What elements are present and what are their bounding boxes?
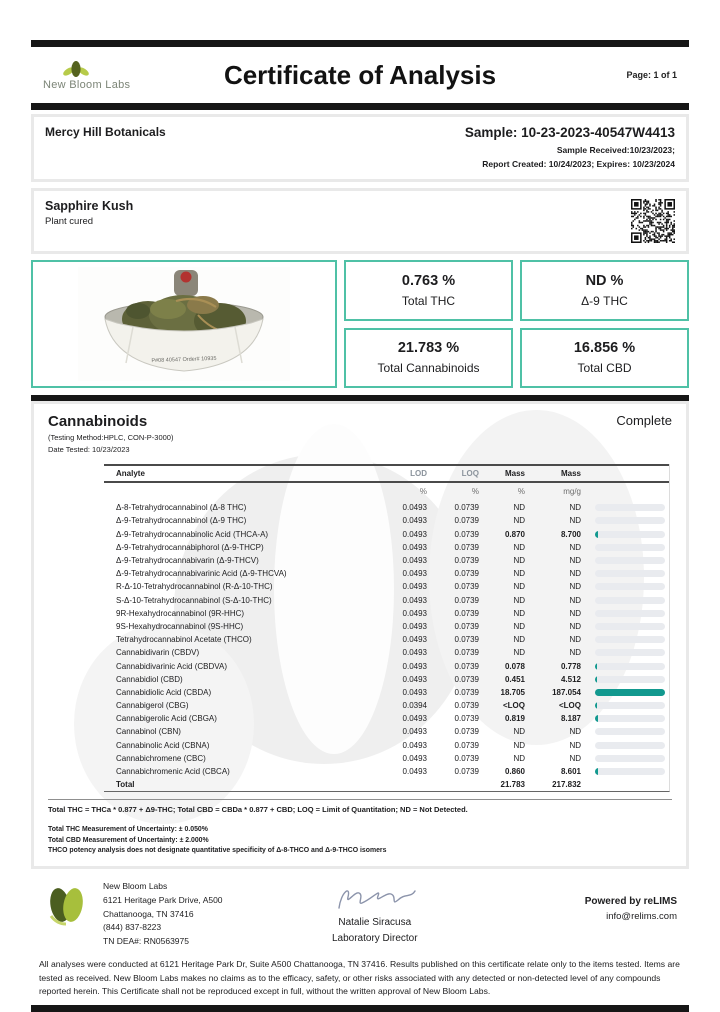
mass-pct-value: ND [513,556,525,566]
mass-bar-cell [581,755,669,762]
lod-value: 0.0493 [402,753,427,763]
loq-value: 0.0739 [454,753,479,763]
loq-value: 0.0739 [454,542,479,552]
summary-label: Total Cannabinoids [377,361,480,376]
col-mass-pct: Mass [504,469,525,479]
mass-pct-value: ND [513,569,525,579]
analyte-name: Cannabigerolic Acid (CBGA) [116,714,217,724]
mass-pct-value: ND [513,503,525,513]
signer-name: Natalie Siracusa [338,917,412,929]
mass-bar-cell [581,597,669,604]
mass-mg-value: ND [569,621,581,631]
page-number: Page: 1 of 1 [626,70,677,80]
analyte-row [104,541,669,554]
mass-pct-value: 0.870 [504,529,525,539]
mass-bar-track [595,623,665,630]
analyte-name: R-Δ-10-Tetrahydrocannabinol (R-Δ-10-THC) [116,582,273,592]
analyte-name: Cannabinol (CBN) [116,727,181,737]
analyte-row [104,646,669,659]
analyte-name: Cannabidivarinic Acid (CBDVA) [116,661,228,671]
analyte-name: Δ-9-Tetrahydrocannabivarinic Acid (Δ-9-THCVA) [116,569,287,579]
lod-value: 0.0493 [402,542,427,552]
mass-bar-cell [581,570,669,577]
mass-mg-value: ND [569,635,581,645]
loq-value: 0.0739 [454,621,479,631]
mass-pct-value: 0.078 [504,661,525,671]
mass-mg-value: ND [569,542,581,552]
cannabinoids-section [31,401,689,869]
mass-mg-value: ND [569,582,581,592]
mass-mg-value: <LOQ [558,701,581,711]
mass-pct-value: ND [513,621,525,631]
mass-bar-track [595,557,665,564]
mass-bar-cell [581,636,669,643]
sample-id: Sample: 10-23-2023-40547W4413 [464,125,675,140]
analyte-row [104,528,669,541]
loq-value: 0.0739 [454,595,479,605]
lab-address-2: Chattanooga, TN 37416 [103,908,194,919]
analyte-name: Tetrahydrocannabinol Acetate (THCO) [116,635,252,645]
mass-mg-value: ND [569,727,581,737]
mass-bar-track [595,570,665,577]
analyte-row [104,699,669,712]
analyte-name: 9R-Hexahydrocannabinol (9R-HHC) [116,608,245,618]
summary-box [344,328,513,389]
mass-bar-track [595,544,665,551]
summary-section [31,260,689,388]
lod-value: 0.0493 [402,621,427,631]
lab-dea: TN DEA#: RN0563975 [103,935,189,946]
mass-bar-track [595,728,665,735]
mass-mg-value: ND [569,503,581,513]
footnote-list [48,825,672,856]
loq-value: 0.0739 [454,516,479,526]
analyte-name: Cannabigerol (CBG) [116,701,189,711]
analyte-name: Δ-9-Tetrahydrocannabivarin (Δ-9-THCV) [116,556,259,566]
mass-bar-track [595,715,665,722]
mass-mg-value: ND [569,516,581,526]
analyte-row [104,778,669,791]
mass-mg-value: 217.832 [552,780,581,790]
analyte-name: Δ-9-Tetrahydrocannabiphorol (Δ-9-THCP) [116,542,264,552]
mass-pct-value: ND [513,542,525,552]
mass-mg-value: ND [569,648,581,658]
summary-value: 0.763 % [401,272,456,289]
analyte-row [104,673,669,686]
lod-value: 0.0493 [402,661,427,671]
mass-bar-cell [581,544,669,551]
mass-bar-track [595,636,665,643]
mass-bar-cell [581,663,669,670]
mass-bar-track [595,517,665,524]
mass-pct-value: ND [513,740,525,750]
loq-value: 0.0739 [454,661,479,671]
mass-pct-value: <LOQ [502,701,525,711]
mass-mg-value: 187.054 [552,687,581,697]
leaf-logo-icon [61,60,91,78]
analyte-row [104,607,669,620]
loq-value: 0.0739 [454,674,479,684]
loq-value: 0.0739 [454,582,479,592]
analyte-row [104,712,669,725]
mass-bar-cell [581,517,669,524]
mass-pct-value: ND [513,648,525,658]
strain-info [45,199,133,243]
mass-pct-value: ND [513,727,525,737]
loq-value: 0.0739 [454,701,479,711]
mass-bar-track [595,689,665,696]
signature-block [223,880,527,944]
analyte-name: Δ-9-Tetrahydrocannabinol (Δ-9 THC) [116,516,247,526]
col-analyte: Analyte [116,469,145,479]
page-title: Certificate of Analysis [223,59,497,90]
table-units-row [104,483,669,501]
analyte-row [104,501,669,514]
analyte-name: Total [116,780,135,790]
qr-code-icon [631,199,675,243]
mass-bar-cell [581,557,669,564]
mass-pct-value: 0.860 [504,767,525,777]
loq-value: 0.0739 [454,714,479,724]
mass-bar-track [595,610,665,617]
loq-value: 0.0739 [454,635,479,645]
loq-value: 0.0739 [454,648,479,658]
analyte-row [104,659,669,672]
mass-mg-value: ND [569,595,581,605]
header-divider-bar [31,103,689,110]
mass-pct-value: ND [513,753,525,763]
analyte-name: Cannabichromene (CBC) [116,753,206,763]
mass-mg-value: 0.778 [560,661,581,671]
analyte-name: 9S-Hexahydrocannabinol (9S-HHC) [116,621,244,631]
footnote-line: Total CBD Measurement of Uncertainty: ± 2.000% [48,836,209,844]
footer-leaf-logo-icon [43,880,89,928]
brand-logo [43,60,173,91]
section-title: Cannabinoids [48,413,148,431]
lod-value: 0.0493 [402,674,427,684]
testing-method: (Testing Method:HPLC, CON-P-3000) [48,433,174,443]
mass-pct-value: 21.783 [500,780,525,790]
analyte-table [104,464,670,792]
analyte-row [104,752,669,765]
mass-bar-fill [595,531,598,538]
summary-box [344,260,513,321]
lod-value: 0.0493 [402,503,427,513]
lod-value: 0.0493 [402,635,427,645]
mass-bar-fill [595,663,597,670]
summary-grid [344,260,689,388]
mass-bar-cell [581,715,669,722]
loq-value: 0.0739 [454,727,479,737]
summary-value: 21.783 % [397,340,460,357]
mass-bar-fill [595,689,665,696]
col-lod: LOD [410,469,427,479]
analyte-row [104,765,669,778]
unit-analyte [104,487,369,496]
client-name: Mercy Hill Botanicals [45,125,166,139]
footnote-primary: Total THC = THCa * 0.877 + Δ9-THC; Total CBD = CBDa * 0.877 + CBD; LOQ = Limit of Quantitation; ND = Not Detected. [48,805,468,815]
summary-label: Total CBD [577,361,632,376]
lod-value: 0.0394 [402,701,427,711]
analyte-table-body [104,501,669,791]
svg-text:P#08 40547 Order# 10935: P#08 40547 Order# 10935 [151,356,217,365]
footnote-line: Total THC Measurement of Uncertainty: ± 0.050% [48,826,208,834]
analyte-name: Cannabidiolic Acid (CBDA) [116,687,212,697]
lod-value: 0.0493 [402,687,427,697]
sample-meta [465,125,675,171]
mass-pct-value: ND [513,595,525,605]
mass-bar-cell [581,689,669,696]
mass-mg-value: ND [569,556,581,566]
mass-bar-track [595,768,665,775]
lod-value: 0.0493 [402,556,427,566]
analyte-row [104,725,669,738]
mass-bar-cell [581,623,669,630]
summary-box [520,328,689,389]
summary-box [520,260,689,321]
analyte-row [104,554,669,567]
lod-value: 0.0493 [402,648,427,658]
lod-value: 0.0493 [402,608,427,618]
lod-value: 0.0493 [402,529,427,539]
mass-bar-track [595,649,665,656]
mass-mg-value: 8.601 [560,767,581,777]
mass-pct-value: 0.819 [504,714,525,724]
mass-bar-cell [581,504,669,511]
lod-value: 0.0493 [402,714,427,724]
mass-bar-cell [581,583,669,590]
mass-pct-value: ND [513,582,525,592]
lab-address-1: 6121 Heritage Park Drive, A500 [103,894,223,905]
mass-mg-value: 8.700 [560,529,581,539]
mass-mg-value: ND [569,569,581,579]
lod-value: 0.0493 [402,516,427,526]
unit-loq: % [471,487,479,497]
unit-mass-pct: % [517,487,525,497]
top-divider-bar [31,40,689,47]
signature-icon [329,880,421,916]
loq-value: 0.0739 [454,767,479,777]
mass-bar-track [595,531,665,538]
table-header [104,464,669,483]
mass-pct-value: ND [513,635,525,645]
mass-bar-track [595,504,665,511]
col-mass-mg: Mass [560,469,581,479]
unit-lod: % [419,487,427,497]
strain-name: Sapphire Kush [45,199,134,214]
sample-photo [78,267,290,381]
lod-value: 0.0493 [402,582,427,592]
mass-pct-value: 0.451 [504,674,525,684]
analyte-name: Cannabichromenic Acid (CBCA) [116,767,230,777]
powered-by: Powered by reLIMS [584,896,677,908]
mass-bar-cell [581,702,669,709]
analyte-name: Cannabidivarin (CBDV) [116,648,200,658]
analyte-name: Cannabidiol (CBD) [116,674,183,684]
summary-label: Δ-9 THC [581,293,628,308]
mass-bar-cell [581,728,669,735]
loq-value: 0.0739 [454,503,479,513]
strain-type: Plant cured [45,216,94,228]
analyte-row [104,567,669,580]
lod-value: 0.0493 [402,595,427,605]
summary-label: Total THC [401,293,456,308]
lab-name: New Bloom Labs [103,881,168,892]
analyte-name: Cannabinolic Acid (CBNA) [116,740,210,750]
analyte-row [104,514,669,527]
analyte-row [104,620,669,633]
lod-value: 0.0493 [402,767,427,777]
mass-mg-value: ND [569,608,581,618]
analyte-row [104,594,669,607]
strain-box [31,188,689,254]
col-loq: LOQ [461,469,479,479]
mass-bar-track [595,597,665,604]
header [31,47,689,103]
lims-block [527,896,677,922]
mass-bar-track [595,702,665,709]
mass-mg-value: ND [569,753,581,763]
mass-pct-value: 18.705 [500,687,525,697]
bottom-divider-bar [31,1005,689,1012]
report-created: Report Created: 10/24/2023; Expires: 10/23/2024 [482,158,675,169]
mass-bar-cell [581,649,669,656]
mass-bar-fill [595,768,598,775]
analyte-row [104,580,669,593]
analyte-name: Δ-8-Tetrahydrocannabinol (Δ-8 THC) [116,503,247,513]
date-tested: Date Tested: 10/23/2023 [48,445,130,455]
footnote-separator [48,799,672,800]
analyte-row [104,633,669,646]
mass-bar-cell [581,610,669,617]
lod-value: 0.0493 [402,740,427,750]
unit-mass-mg: mg/g [563,487,581,497]
mass-pct-value: ND [513,516,525,526]
brand-name: New Bloom Labs [43,78,131,91]
footer [31,880,689,948]
disclaimer-text: All analyses were conducted at 6121 Heritage Park Dr, Suite A500 Chattanooga, TN 37416. Results published on this certificate relate only to the items tested. Items are tested as received. New Bloom Labs makes no claims as to the efficacy, safety, or other risks associated with any detected or non-detected level of any compounds reported herein. This Certificate shall not be reproduced except in full, without the written approval of New Bloom Labs. [39,959,680,996]
mass-bar-cell [581,742,669,749]
loq-value: 0.0739 [454,569,479,579]
loq-value: 0.0739 [454,687,479,697]
mass-mg-value: ND [569,740,581,750]
lod-value: 0.0493 [402,569,427,579]
lab-phone: (844) 837-8223 [103,922,162,933]
summary-value: ND % [585,272,624,289]
summary-value: 16.856 % [573,340,636,357]
mass-mg-value: 4.512 [560,674,581,684]
mass-bar-track [595,742,665,749]
mass-bar-cell [581,531,669,538]
mass-bar-track [595,755,665,762]
lod-value: 0.0493 [402,727,427,737]
loq-value: 0.0739 [454,740,479,750]
analyte-name: S-Δ-10-Tetrahydrocannabinol (S-Δ-10-THC) [116,595,272,605]
sample-photo-box [31,260,337,388]
mass-bar-cell [581,781,669,788]
mass-bar-fill [595,715,598,722]
loq-value: 0.0739 [454,556,479,566]
signer-title: Laboratory Director [331,933,418,945]
mass-bar-track [595,663,665,670]
sample-received: Sample Received:10/23/2023; [556,145,675,155]
mass-bar-fill [595,676,597,683]
client-sample-box [31,114,689,182]
mass-bar-cell [581,676,669,683]
analyte-row [104,739,669,752]
loq-value: 0.0739 [454,529,479,539]
analyte-row [104,686,669,699]
lab-email: info@relims.com [606,911,677,923]
mass-pct-value: ND [513,608,525,618]
lab-address-block [103,880,223,948]
analyte-name: Δ-9-Tetrahydrocannabinolic Acid (THCA-A) [116,529,269,539]
mass-bar-track [595,583,665,590]
mass-bar-cell [581,768,669,775]
footnote-line: THCO potency analysis does not designate quantitative specificity of Δ-8-THCO and Δ-9-THCO isomers [48,847,387,855]
mass-mg-value: 8.187 [560,714,581,724]
mass-bar-fill [595,702,597,709]
section-status: Complete [616,413,672,429]
mass-bar-track [595,676,665,683]
loq-value: 0.0739 [454,608,479,618]
